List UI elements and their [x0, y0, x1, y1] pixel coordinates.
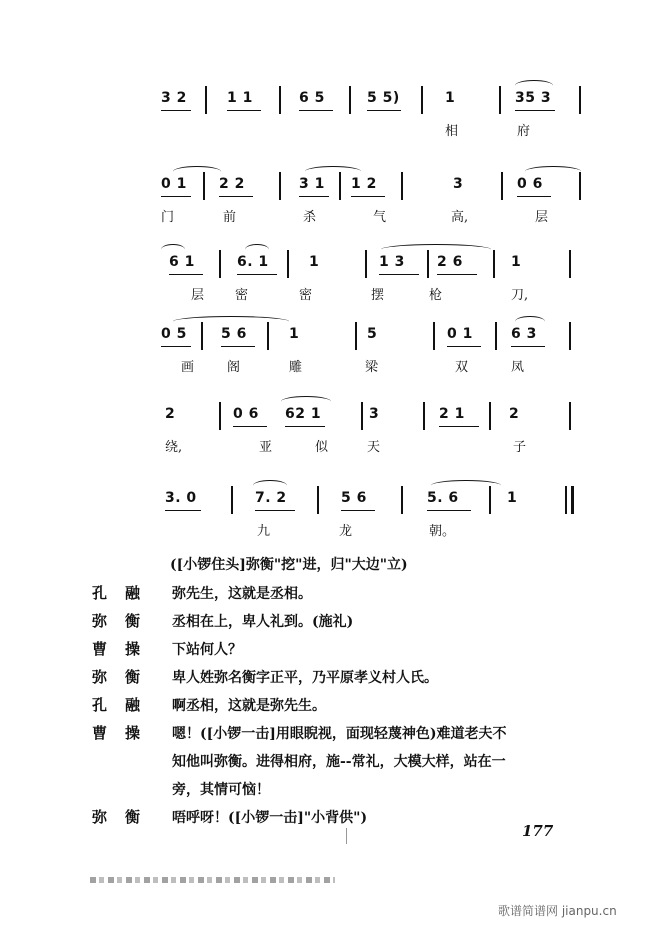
speech-text: 嗯！([小锣一击]用眼睨视，面现轻蔑神色)难道老夫不 — [172, 726, 507, 742]
score-row-5 — [155, 396, 585, 455]
lyric: 亚 — [259, 440, 273, 455]
measure: 5 — [367, 326, 378, 342]
dialogue-line — [92, 582, 612, 606]
lyric: 密 — [235, 288, 249, 303]
margin-mark — [346, 828, 347, 844]
lyric: 摆 — [371, 288, 385, 303]
lyric: 画 — [181, 360, 195, 375]
measure: 35 3 — [515, 90, 552, 106]
lyric: 绕, — [165, 440, 183, 455]
measure: 1 — [445, 90, 456, 106]
speaker-name: 弥衡 — [92, 668, 159, 686]
measure: 1 — [511, 254, 522, 270]
dialogue-line — [92, 722, 612, 802]
dialogue-line — [92, 694, 612, 718]
measure: 1 1 — [227, 90, 253, 106]
measure: 1 — [507, 490, 518, 506]
speech-text: 唔呼呀！([小锣一击]"小背供") — [172, 810, 368, 826]
measure: 1 — [309, 254, 320, 270]
speaker-name: 孔融 — [92, 584, 159, 602]
measure: 2 6 — [437, 254, 463, 270]
measure: 1 2 — [351, 176, 377, 192]
measure: 1 3 — [379, 254, 405, 270]
lyric: 似 — [315, 440, 329, 455]
speaker-name: 曹操 — [92, 640, 159, 658]
speech-text: 卑人姓弥名衡字正平，乃平原孝义村人氏。 — [172, 670, 438, 686]
lyric: 双 — [455, 360, 469, 375]
measure: 6 5 — [299, 90, 325, 106]
measure: 7. 2 — [255, 490, 287, 506]
measure: 3 1 — [299, 176, 325, 192]
lyric: 杀 — [303, 210, 317, 225]
speech-text: 丞相在上，卑人礼到。(施礼) — [172, 614, 354, 630]
lyric: 前 — [223, 210, 237, 225]
measure: 2 1 — [439, 406, 465, 422]
dialogue-line — [92, 610, 612, 634]
footer-print-mark — [90, 877, 335, 883]
score-row-6 — [155, 480, 585, 539]
measure: 2 — [509, 406, 520, 422]
dialogue-line — [92, 638, 612, 662]
lyric: 雕 — [289, 360, 303, 375]
measure: 5 6 — [341, 490, 367, 506]
lyric: 阁 — [227, 360, 241, 375]
measure: 1 — [289, 326, 300, 342]
lyric: 刀, — [511, 288, 529, 303]
lyric: 层 — [191, 288, 205, 303]
speaker-name: 曹操 — [92, 724, 159, 742]
lyric: 龙 — [339, 524, 353, 539]
measure: 3 — [453, 176, 464, 192]
page-number: 177 — [522, 822, 554, 840]
lyric: 气 — [373, 210, 387, 225]
measure: 0 6 — [233, 406, 259, 422]
speaker-name: 弥衡 — [92, 612, 159, 630]
lyric: 朝。 — [429, 524, 456, 539]
lyric: 九 — [257, 524, 271, 539]
measure: 6 1 — [169, 254, 195, 270]
speaker-name: 孔融 — [92, 696, 159, 714]
measure: 62 1 — [285, 406, 322, 422]
speech-text: 啊丞相，这就是弥先生。 — [172, 698, 326, 714]
lyric: 门 — [161, 210, 175, 225]
lyric: 天 — [367, 440, 381, 455]
measure: 5 6 — [221, 326, 247, 342]
score-row-1 — [155, 80, 585, 139]
stage-direction: ([小锣住头]弥衡"挖"进，归"大边"立) — [170, 557, 408, 573]
measure: 5 5) — [367, 90, 400, 106]
lyric: 府 — [517, 124, 531, 139]
speech-text: 旁，其情可恼！ — [172, 782, 270, 798]
lyric: 高, — [451, 210, 469, 225]
score-row-4 — [155, 316, 585, 375]
lyric: 梁 — [365, 360, 379, 375]
measure: 2 — [165, 406, 176, 422]
measure: 3 2 — [161, 90, 187, 106]
measure: 0 1 — [161, 176, 187, 192]
measure: 2 2 — [219, 176, 245, 192]
lyric: 层 — [535, 210, 549, 225]
measure: 6. 1 — [237, 254, 269, 270]
score-row-3 — [155, 244, 585, 303]
watermark: 歌谱简谱网 jianpu.cn — [498, 904, 617, 918]
speech-text: 弥先生，这就是丞相。 — [172, 586, 312, 602]
dialogue-line — [92, 666, 612, 690]
measure: 3 — [369, 406, 380, 422]
lyric: 枪 — [429, 288, 443, 303]
lyric: 凤 — [511, 360, 525, 375]
speech-text: 知他叫弥衡。进得相府，施--常礼，大模大样，站在一 — [172, 754, 506, 770]
lyric: 密 — [299, 288, 313, 303]
lyric: 相 — [445, 124, 459, 139]
speech-text: 下站何人？ — [172, 642, 242, 658]
measure: 6 3 — [511, 326, 537, 342]
measure: 5. 6 — [427, 490, 459, 506]
measure: 0 6 — [517, 176, 543, 192]
measure: 3. 0 — [165, 490, 197, 506]
measure: 0 5 — [161, 326, 187, 342]
lyric: 子 — [513, 440, 527, 455]
speaker-name: 弥衡 — [92, 808, 159, 826]
measure: 0 1 — [447, 326, 473, 342]
score-row-2 — [155, 166, 585, 225]
